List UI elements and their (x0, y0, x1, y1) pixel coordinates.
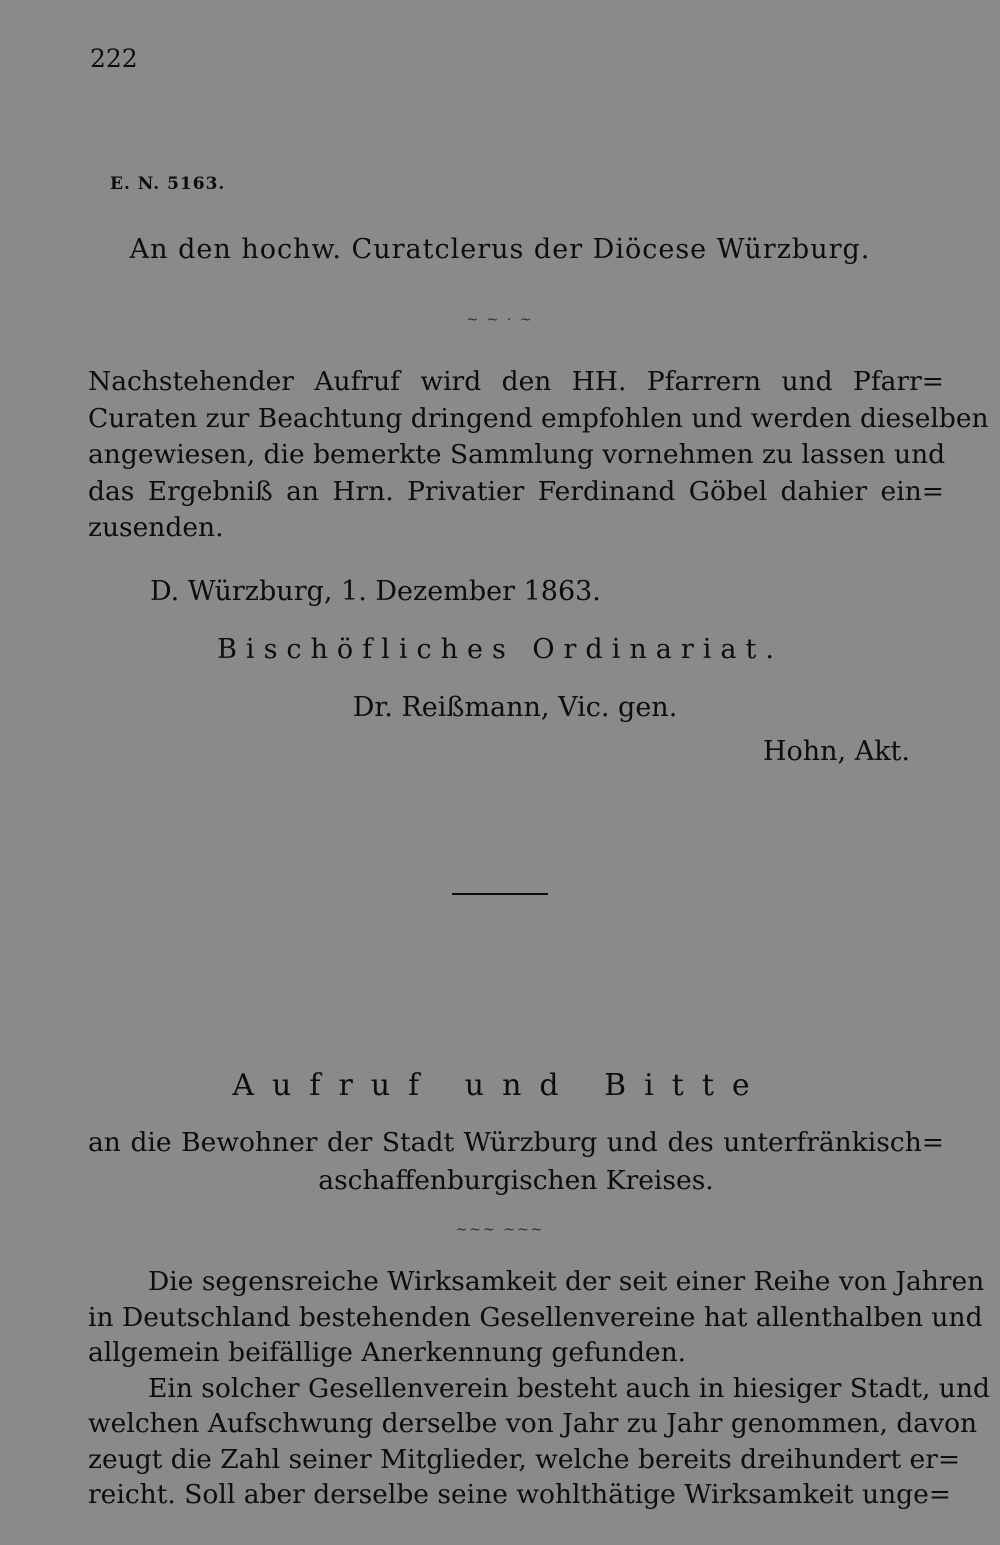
page-number: 222 (90, 44, 138, 73)
section-rule (452, 893, 548, 895)
ornament-divider: ~ ~ · ~ (466, 312, 534, 328)
subtitle-line: aschaffenburgischen Kreises. (318, 1165, 714, 1196)
appeal-line: zeugt die Zahl seiner Mitglieder, welche bereits dreihundert er= (88, 1443, 961, 1475)
appeal-line: welchen Aufschwung derselbe von Jahr zu Jahr genommen, davon (88, 1408, 978, 1439)
address-heading: An den hochw. Curatclerus der Diöcese Würzburg. (129, 234, 871, 265)
issuing-office: Bischöfliches Ordinariat. (217, 634, 783, 665)
subtitle-line: an die Bewohner der Stadt Würzburg und des unterfränkisch= (88, 1127, 944, 1158)
appeal-line: Ein solcher Gesellenverein besteht auch in hiesiger Stadt, und (148, 1372, 990, 1404)
appeal-line: in Deutschland bestehenden Gesellenvereine hat allenthalben und (88, 1301, 983, 1333)
appeal-line: allgemein beifällige Anerkennung gefunden. (88, 1337, 687, 1368)
appeal-title: Aufruf und Bitte (232, 1068, 768, 1103)
signature-actuary: Hohn, Akt. (762, 736, 910, 767)
date-line: D. Würzburg, 1. Dezember 1863. (150, 576, 601, 607)
appeal-line: Die segensreiche Wirksamkeit der seit einer Reihe von Jahren (148, 1266, 985, 1297)
appeal-body (88, 1264, 990, 1513)
appeal-subtitle (88, 1124, 944, 1200)
notice-line: zusenden. (88, 512, 224, 543)
notice-line: Nachstehender Aufruf wird den HH. Pfarrern und Pfarr= (88, 366, 944, 397)
notice-line: angewiesen, die bemerkte Sammlung vornehmen zu lassen und (88, 439, 946, 470)
notice-paragraph (88, 364, 989, 547)
ornament-divider: ~~~ ~~~ (455, 1222, 545, 1238)
notice-line: das Ergebniß an Hrn. Privatier Ferdinand Göbel dahier ein= (88, 475, 944, 507)
reference-number: E. N. 5163. (110, 174, 226, 194)
signature-vicar-general: Dr. Reißmann, Vic. gen. (352, 692, 678, 723)
appeal-line: reicht. Soll aber derselbe seine wohlthätige Wirksamkeit unge= (88, 1479, 951, 1510)
notice-line: Curaten zur Beachtung dringend empfohlen und werden dieselben (88, 402, 989, 434)
